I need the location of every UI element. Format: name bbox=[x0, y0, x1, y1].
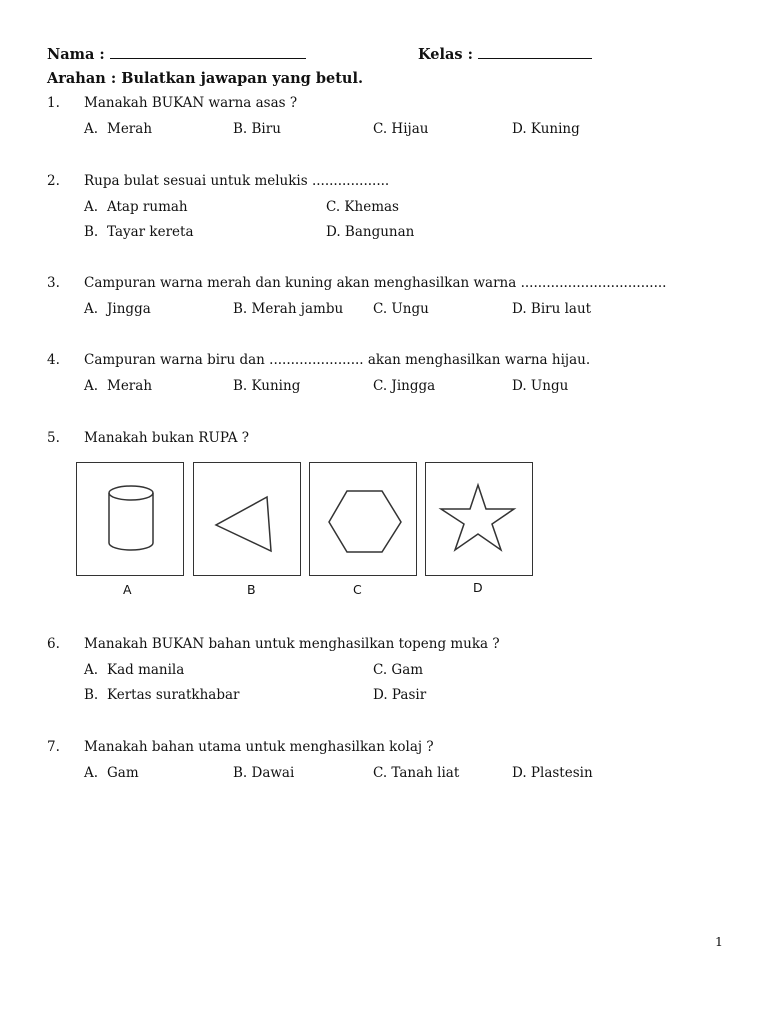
name-field bbox=[47, 46, 306, 63]
question-number: 4. bbox=[47, 352, 60, 368]
shape-label: A bbox=[123, 582, 132, 597]
instruction: Arahan : Bulatkan jawapan yang betul. bbox=[47, 70, 363, 87]
option[interactable]: B. Merah jambu bbox=[233, 301, 344, 317]
option[interactable]: D. Biru laut bbox=[512, 301, 592, 317]
option-text[interactable]: Jingga bbox=[107, 301, 151, 317]
option[interactable]: C. Jingga bbox=[373, 378, 436, 394]
name-label: Nama : bbox=[47, 46, 105, 63]
class-label: Kelas : bbox=[418, 46, 473, 63]
option[interactable]: B. Kuning bbox=[233, 378, 301, 394]
question-number: 3. bbox=[47, 275, 60, 291]
option-letter[interactable]: A. bbox=[84, 765, 99, 781]
cylinder-icon bbox=[77, 463, 183, 575]
shape-option-a[interactable] bbox=[76, 462, 184, 576]
option[interactable]: C. Khemas bbox=[326, 199, 399, 215]
option[interactable]: D. Bangunan bbox=[326, 224, 415, 240]
shape-option-b[interactable] bbox=[193, 462, 301, 576]
star-icon bbox=[426, 463, 532, 575]
option-letter[interactable]: A. bbox=[84, 378, 99, 394]
question-number: 2. bbox=[47, 173, 60, 189]
option-text[interactable]: Merah bbox=[107, 378, 153, 394]
name-blank bbox=[110, 46, 306, 59]
option-letter[interactable]: A. bbox=[84, 662, 99, 678]
option-letter[interactable]: A. bbox=[84, 301, 99, 317]
question-text: Campuran warna biru dan ...................... akan menghasilkan warna hijau. bbox=[84, 352, 591, 368]
option[interactable]: D. Pasir bbox=[373, 687, 427, 703]
option-letter[interactable]: A. bbox=[84, 199, 99, 215]
question-number: 7. bbox=[47, 739, 60, 755]
option-letter[interactable]: B. bbox=[84, 224, 99, 240]
question-text: Manakah BUKAN bahan untuk menghasilkan topeng muka ? bbox=[84, 636, 500, 652]
shape-label: D bbox=[473, 580, 483, 595]
option-text[interactable]: Kad manila bbox=[107, 662, 185, 678]
class-blank bbox=[478, 46, 592, 59]
option-letter[interactable]: B. bbox=[84, 687, 99, 703]
option-text[interactable]: Gam bbox=[107, 765, 139, 781]
shape-label: B bbox=[247, 582, 256, 597]
option[interactable]: B. Biru bbox=[233, 121, 281, 137]
option[interactable]: C. Hijau bbox=[373, 121, 429, 137]
question-number: 6. bbox=[47, 636, 60, 652]
option-text[interactable]: Atap rumah bbox=[107, 199, 188, 215]
option-text[interactable]: Kertas suratkhabar bbox=[107, 687, 240, 703]
triangle-icon bbox=[194, 463, 300, 575]
option[interactable]: C. Gam bbox=[373, 662, 424, 678]
option[interactable]: C. Tanah liat bbox=[373, 765, 460, 781]
hexagon-icon bbox=[310, 463, 416, 575]
option[interactable]: D. Ungu bbox=[512, 378, 569, 394]
option-text[interactable]: Merah bbox=[107, 121, 153, 137]
option[interactable]: D. Plastesin bbox=[512, 765, 593, 781]
class-field bbox=[418, 46, 592, 63]
question-text: Manakah bahan utama untuk menghasilkan kolaj ? bbox=[84, 739, 434, 755]
question-text: Manakah BUKAN warna asas ? bbox=[84, 95, 298, 111]
shape-label: C bbox=[353, 582, 362, 597]
option[interactable]: D. Kuning bbox=[512, 121, 580, 137]
option-letter[interactable]: A. bbox=[84, 121, 99, 137]
question-number: 5. bbox=[47, 430, 60, 446]
shape-option-d[interactable] bbox=[425, 462, 533, 576]
question-text: Rupa bulat sesuai untuk melukis .................. bbox=[84, 173, 390, 189]
question-text: Campuran warna merah dan kuning akan menghasilkan warna .................................. bbox=[84, 275, 667, 291]
question-number: 1. bbox=[47, 95, 60, 111]
question-text: Manakah bukan RUPA ? bbox=[84, 430, 250, 446]
shape-option-c[interactable] bbox=[309, 462, 417, 576]
option-text[interactable]: Tayar kereta bbox=[107, 224, 194, 240]
option[interactable]: C. Ungu bbox=[373, 301, 429, 317]
option[interactable]: B. Dawai bbox=[233, 765, 295, 781]
page-number: 1 bbox=[715, 934, 723, 949]
